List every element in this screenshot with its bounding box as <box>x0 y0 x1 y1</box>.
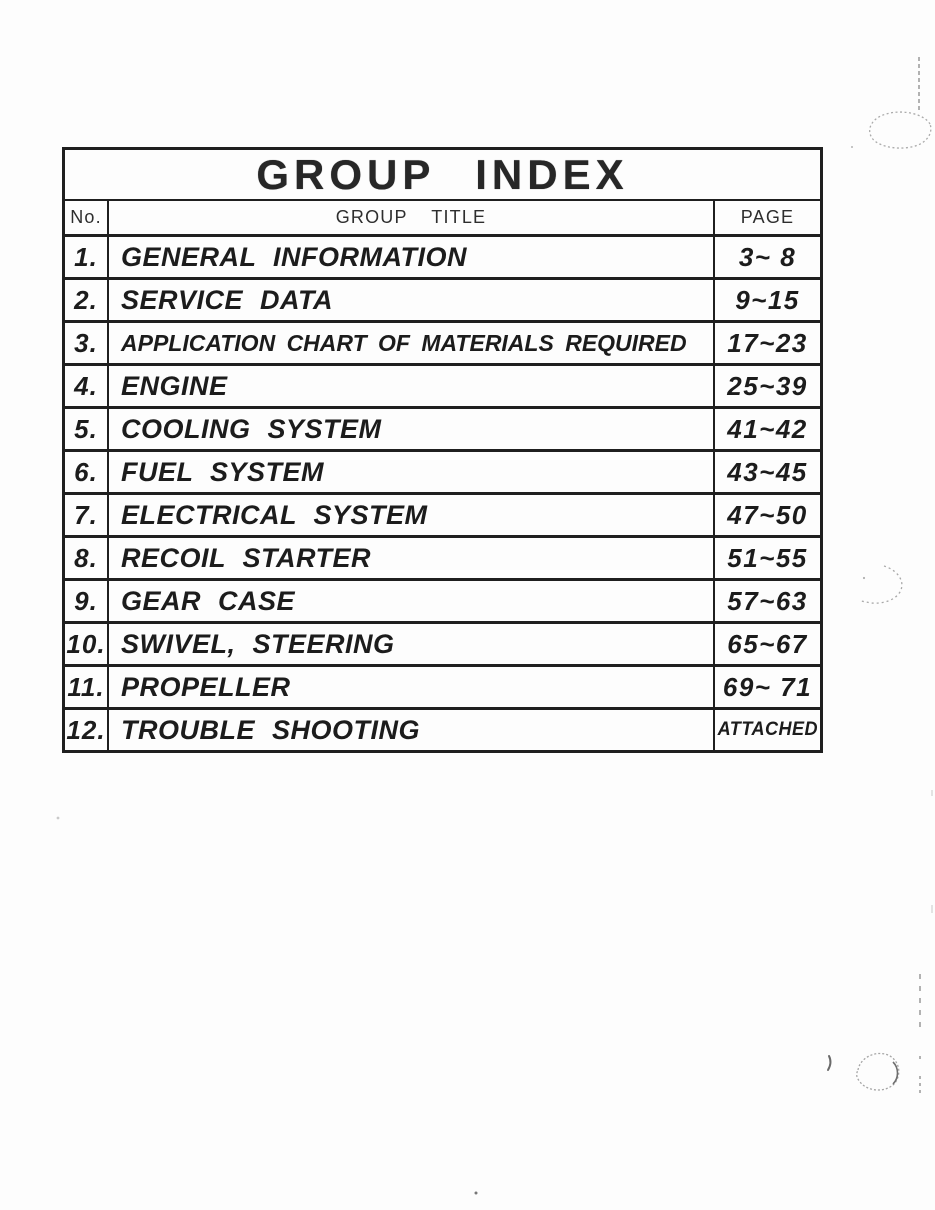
scan-speck <box>851 146 853 148</box>
table-row <box>65 277 820 320</box>
row-number: 7. <box>74 499 98 530</box>
row-number: 3. <box>74 327 98 358</box>
row-group-title: TROUBLE SHOOTING <box>121 714 420 745</box>
page-title: GROUP INDEX <box>256 150 629 198</box>
scan-mark-blob-top-right <box>870 112 931 148</box>
row-number: 8. <box>74 542 98 573</box>
table-row <box>65 535 820 578</box>
row-number: 2. <box>74 284 98 315</box>
scan-speck-bottom-center <box>475 1192 478 1195</box>
row-page-range: 3~ 8 <box>738 241 797 272</box>
table-row <box>65 707 820 750</box>
scan-mark-hook-middle-right <box>861 566 902 603</box>
table-row <box>65 363 820 406</box>
row-group-title: COOLING SYSTEM <box>121 413 382 444</box>
row-page-range: 17~23 <box>727 327 808 358</box>
row-group-title: PROPELLER <box>121 671 291 702</box>
table-header-row <box>65 201 820 234</box>
table-title-row <box>65 150 820 201</box>
table-row <box>65 621 820 664</box>
table-row <box>65 234 820 277</box>
row-number: 5. <box>74 413 98 444</box>
row-page-range: ATTACHED <box>717 719 818 740</box>
row-page-range: 9~15 <box>735 284 800 315</box>
row-page-range: 47~50 <box>727 499 808 530</box>
row-group-title: APPLICATION CHART OF MATERIALS REQUIRED <box>121 329 687 356</box>
table-row <box>65 406 820 449</box>
table-row <box>65 578 820 621</box>
scan-mark-tick-bottom-right <box>828 1056 830 1070</box>
scan-mark-blob-bottom-right <box>857 1053 899 1090</box>
row-number: 11. <box>67 671 105 702</box>
row-page-range: 57~63 <box>727 585 808 616</box>
row-group-title: SWIVEL, STEERING <box>121 628 395 659</box>
column-header-no: No. <box>65 201 109 234</box>
table-row <box>65 492 820 535</box>
row-group-title: ENGINE <box>121 370 228 401</box>
scan-speck <box>863 577 865 579</box>
row-page-range: 41~42 <box>727 413 808 444</box>
row-group-title: GENERAL INFORMATION <box>121 241 467 272</box>
scan-speck-left-margin <box>57 817 60 820</box>
row-number: 9. <box>74 585 98 616</box>
row-number: 1. <box>74 241 98 272</box>
row-group-title: SERVICE DATA <box>121 284 334 315</box>
table-row <box>65 664 820 707</box>
table-row <box>65 320 820 363</box>
column-header-page: PAGE <box>740 207 795 227</box>
row-number: 6. <box>74 456 98 487</box>
row-group-title: RECOIL STARTER <box>121 542 372 573</box>
table-row <box>65 449 820 492</box>
group-index-table <box>62 147 823 753</box>
row-page-range: 25~39 <box>727 370 808 401</box>
scan-mark-blob-bottom-right-edge <box>893 1062 898 1084</box>
row-group-title: ELECTRICAL SYSTEM <box>121 499 428 530</box>
row-number: 12. <box>66 714 106 745</box>
column-header-title: GROUP TITLE <box>109 201 715 234</box>
row-page-range: 65~67 <box>727 628 808 659</box>
row-number: 10. <box>66 628 106 659</box>
row-page-range: 51~55 <box>727 542 808 573</box>
table-body <box>65 234 820 750</box>
row-number: 4. <box>74 370 98 401</box>
row-group-title: FUEL SYSTEM <box>121 456 325 487</box>
row-page-range: 69~ 71 <box>722 671 813 702</box>
row-group-title: GEAR CASE <box>121 585 296 616</box>
row-page-range: 43~45 <box>727 456 808 487</box>
